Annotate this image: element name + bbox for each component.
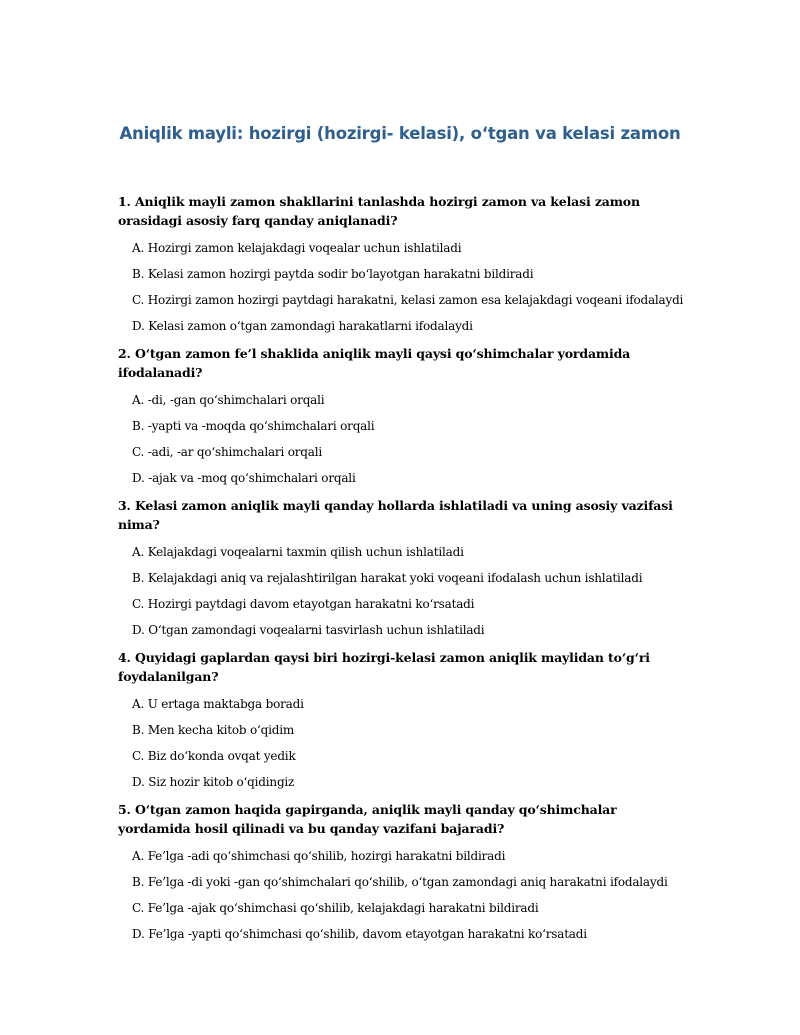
answer-option-a: A. Kelajakdagi voqealarni taxmin qilish uchun ishlatiladi [132,545,464,559]
answer-option-a: A. -di, -gan qo‘shimchalari orqali [132,393,325,407]
answer-option-a: A. Hozirgi zamon kelajakdagi voqealar uchun ishlatiladi [132,241,462,255]
answer-option-d: D. O‘tgan zamondagi voqealarni tasvirlash uchun ishlatiladi [132,623,485,637]
question-text: 3. Kelasi zamon aniqlik mayli qanday hollarda ishlatiladi va uning asosiy vazifasi nima? [118,498,673,532]
answer-option-c: C. Fe’lga -ajak qo‘shimchasi qo‘shilib, kelajakdagi harakatni bildiradi [132,901,539,915]
question-1 [118,192,688,334]
question-text: 5. O‘tgan zamon haqida gapirganda, aniqlik mayli qanday qo‘shimchalar yordamida hosil qilinadi va bu qanday vazifani bajaradi? [118,802,617,836]
question-list [118,192,688,952]
question-4 [118,648,688,790]
question-text: 2. O‘tgan zamon fe’l shaklida aniqlik mayli qaysi qo‘shimchalar yordamida ifodalanadi? [118,346,631,380]
answer-option-b: B. Men kecha kitob o‘qidim [132,723,295,737]
question-2 [118,344,688,486]
answer-option-c: C. Biz do‘konda ovqat yedik [132,749,296,763]
answer-option-c: C. Hozirgi paytdagi davom etayotgan harakatni ko‘rsatadi [132,597,475,611]
question-text: 4. Quyidagi gaplardan qaysi biri hozirgi-kelasi zamon aniqlik maylidan to‘g‘ri foydalanilgan? [118,650,650,684]
answer-option-d: D. -ajak va -moq qo‘shimchalari orqali [132,471,356,485]
answer-options [118,848,688,942]
answer-option-d: D. Kelasi zamon o‘tgan zamondagi harakatlarni ifodalaydi [132,319,473,333]
document-title: Aniqlik mayli: hozirgi (hozirgi- kelasi), o‘tgan va kelasi zamon [119,124,681,143]
answer-option-a: A. Fe’lga -adi qo‘shimchasi qo‘shilib, hozirgi harakatni bildiradi [132,849,506,863]
answer-option-c: C. -adi, -ar qo‘shimchalari orqali [132,445,322,459]
answer-option-b: B. Fe’lga -di yoki -gan qo‘shimchalari qo‘shilib, o‘tgan zamondagi aniq harakatni ifodalaydi [132,875,668,889]
answer-options [118,696,688,790]
answer-options [118,240,688,334]
question-text: 1. Aniqlik mayli zamon shakllarini tanlashda hozirgi zamon va kelasi zamon orasidagi asosiy farq qanday aniqlanadi? [118,194,640,228]
answer-option-b: B. Kelasi zamon hozirgi paytda sodir bo‘layotgan harakatni bildiradi [132,267,534,281]
answer-option-b: B. Kelajakdagi aniq va rejalashtirilgan harakat yoki voqeani ifodalash uchun ishlatiladi [132,571,643,585]
answer-option-d: D. Siz hozir kitob o‘qidingiz [132,775,295,789]
answer-option-c: C. Hozirgi zamon hozirgi paytdagi harakatni, kelasi zamon esa kelajakdagi voqeani ifodalaydi [132,293,684,307]
question-3 [118,496,688,638]
answer-option-d: D. Fe’lga -yapti qo‘shimchasi qo‘shilib, davom etayotgan harakatni ko‘rsatadi [132,927,587,941]
answer-options [118,392,688,486]
answer-option-b: B. -yapti va -moqda qo‘shimchalari orqali [132,419,375,433]
answer-option-a: A. U ertaga maktabga boradi [132,697,304,711]
answer-options [118,544,688,638]
question-5 [118,800,688,942]
